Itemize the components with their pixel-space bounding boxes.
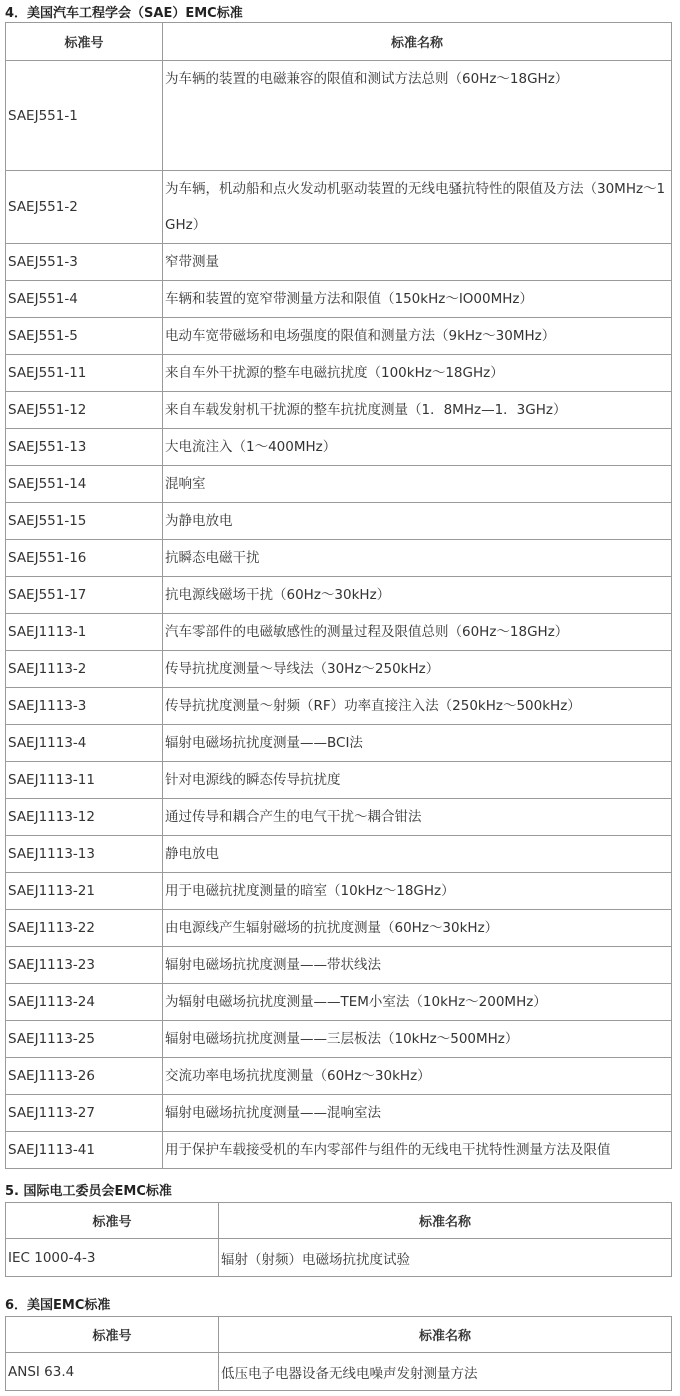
standard-code: SAEJ1113-3 [6, 688, 163, 725]
standard-name: 辐射电磁场抗扰度测量——混响室法 [163, 1095, 672, 1132]
standard-name: 用于电磁抗扰度测量的暗室（10kHz～18GHz） [163, 873, 672, 910]
standard-name: 通过传导和耦合产生的电气干扰～耦合钳法 [163, 799, 672, 836]
table-row [6, 725, 672, 762]
standard-name: 传导抗扰度测量～射频（RF）功率直接注入法（250kHz～500kHz） [163, 688, 672, 725]
standard-code: SAEJ551-2 [6, 171, 163, 244]
standard-name: 交流功率电场抗扰度测量（60Hz～30kHz） [163, 1058, 672, 1095]
column-header-code: 标准号 [6, 1317, 219, 1353]
table-row [6, 1095, 672, 1132]
standard-name: 由电源线产生辐射磁场的抗扰度测量（60Hz～30kHz） [163, 910, 672, 947]
table-row [6, 429, 672, 466]
standard-name: 大电流注入（1～400MHz） [163, 429, 672, 466]
standard-code: SAEJ551-4 [6, 281, 163, 318]
standard-name: 辐射（射频）电磁场抗扰度试验 [219, 1239, 672, 1277]
table-row [6, 947, 672, 984]
standard-name: 针对电源线的瞬态传导抗扰度 [163, 762, 672, 799]
standard-name: 车辆和装置的宽窄带测量方法和限值（150kHz～IO00MHz） [163, 281, 672, 318]
standard-code: SAEJ1113-26 [6, 1058, 163, 1095]
standard-code: SAEJ1113-22 [6, 910, 163, 947]
section6-title: 6．美国EMC标准 [5, 1298, 111, 1313]
standard-name: 窄带测量 [163, 244, 672, 281]
table-row [6, 1058, 672, 1095]
standard-name: 低压电子电器设备无线电噪声发射测量方法 [219, 1353, 672, 1391]
section5-title: 5. 国际电工委员会EMC标准 [5, 1184, 172, 1199]
table-row [6, 1021, 672, 1058]
standard-name: 辐射电磁场抗扰度测量——三层板法（10kHz～500MHz） [163, 1021, 672, 1058]
standard-code: IEC 1000-4-3 [6, 1239, 219, 1277]
standard-code: SAEJ551-17 [6, 577, 163, 614]
standard-name: 为车辆，机动船和点火发动机驱动装置的无线电骚抗特性的限值及方法（30MHz～1GHz） [163, 171, 672, 244]
standard-code: SAEJ1113-27 [6, 1095, 163, 1132]
standard-code: SAEJ551-3 [6, 244, 163, 281]
standard-code: SAEJ1113-24 [6, 984, 163, 1021]
column-header-code: 标准号 [6, 23, 163, 61]
standard-code: SAEJ551-5 [6, 318, 163, 355]
table-row [6, 614, 672, 651]
table-row [6, 1353, 672, 1391]
section6-table [5, 1316, 672, 1391]
standard-code: SAEJ1113-23 [6, 947, 163, 984]
column-header-code: 标准号 [6, 1203, 219, 1239]
section4-title: 4．美国汽车工程学会（SAE）EMC标准 [5, 6, 243, 21]
table-row [6, 540, 672, 577]
table-row [6, 244, 672, 281]
table-row [6, 466, 672, 503]
table-header-row [6, 1203, 672, 1239]
standard-name: 辐射电磁场抗扰度测量——BCI法 [163, 725, 672, 762]
table-row [6, 61, 672, 171]
standard-name: 为辐射电磁场抗扰度测量——TEM小室法（10kHz～200MHz） [163, 984, 672, 1021]
standard-code: SAEJ1113-1 [6, 614, 163, 651]
table-row [6, 318, 672, 355]
table-row [6, 910, 672, 947]
standard-code: SAEJ1113-21 [6, 873, 163, 910]
table-row [6, 762, 672, 799]
table-row [6, 836, 672, 873]
standard-name: 辐射电磁场抗扰度测量——带状线法 [163, 947, 672, 984]
table-row [6, 503, 672, 540]
table-row [6, 1132, 672, 1169]
standard-name: 为静电放电 [163, 503, 672, 540]
standard-name: 抗瞬态电磁干扰 [163, 540, 672, 577]
standard-code: SAEJ551-1 [6, 61, 163, 171]
table-row [6, 651, 672, 688]
standard-code: ANSI 63.4 [6, 1353, 219, 1391]
table-row [6, 392, 672, 429]
standard-name: 汽车零部件的电磁敏感性的测量过程及限值总则（60Hz～18GHz） [163, 614, 672, 651]
standard-code: SAEJ551-11 [6, 355, 163, 392]
standard-name: 来自车外干扰源的整车电磁抗扰度（100kHz～18GHz） [163, 355, 672, 392]
standard-code: SAEJ1113-41 [6, 1132, 163, 1169]
standard-name: 抗电源线磁场干扰（60Hz～30kHz） [163, 577, 672, 614]
standard-code: SAEJ551-16 [6, 540, 163, 577]
table-row [6, 1239, 672, 1277]
standard-code: SAEJ551-12 [6, 392, 163, 429]
standard-name: 用于保护车载接受机的车内零部件与组件的无线电干扰特性测量方法及限值 [163, 1132, 672, 1169]
table-row [6, 873, 672, 910]
standard-code: SAEJ1113-4 [6, 725, 163, 762]
table-row [6, 281, 672, 318]
standard-code: SAEJ551-13 [6, 429, 163, 466]
standard-code: SAEJ1113-25 [6, 1021, 163, 1058]
standard-code: SAEJ551-14 [6, 466, 163, 503]
table-row [6, 577, 672, 614]
standard-code: SAEJ1113-2 [6, 651, 163, 688]
section5-table [5, 1202, 672, 1277]
column-header-name: 标准名称 [219, 1317, 672, 1353]
table-row [6, 799, 672, 836]
standard-code: SAEJ1113-12 [6, 799, 163, 836]
standard-code: SAEJ1113-11 [6, 762, 163, 799]
table-header-row [6, 23, 672, 61]
standard-name: 传导抗扰度测量～导线法（30Hz～250kHz） [163, 651, 672, 688]
standard-code: SAEJ1113-13 [6, 836, 163, 873]
standard-name: 为车辆的装置的电磁兼容的限值和测试方法总则（60Hz～18GHz） [163, 61, 672, 171]
column-header-name: 标准名称 [219, 1203, 672, 1239]
standard-name: 静电放电 [163, 836, 672, 873]
section4-table [5, 22, 672, 1169]
column-header-name: 标准名称 [163, 23, 672, 61]
standard-code: SAEJ551-15 [6, 503, 163, 540]
table-row [6, 355, 672, 392]
table-header-row [6, 1317, 672, 1353]
standard-name: 来自车载发射机干扰源的整车抗扰度测量（1．8MHz—1．3GHz） [163, 392, 672, 429]
table-row [6, 171, 672, 244]
standard-name: 电动车宽带磁场和电场强度的限值和测量方法（9kHz～30MHz） [163, 318, 672, 355]
table-row [6, 688, 672, 725]
table-row [6, 984, 672, 1021]
standard-name: 混响室 [163, 466, 672, 503]
